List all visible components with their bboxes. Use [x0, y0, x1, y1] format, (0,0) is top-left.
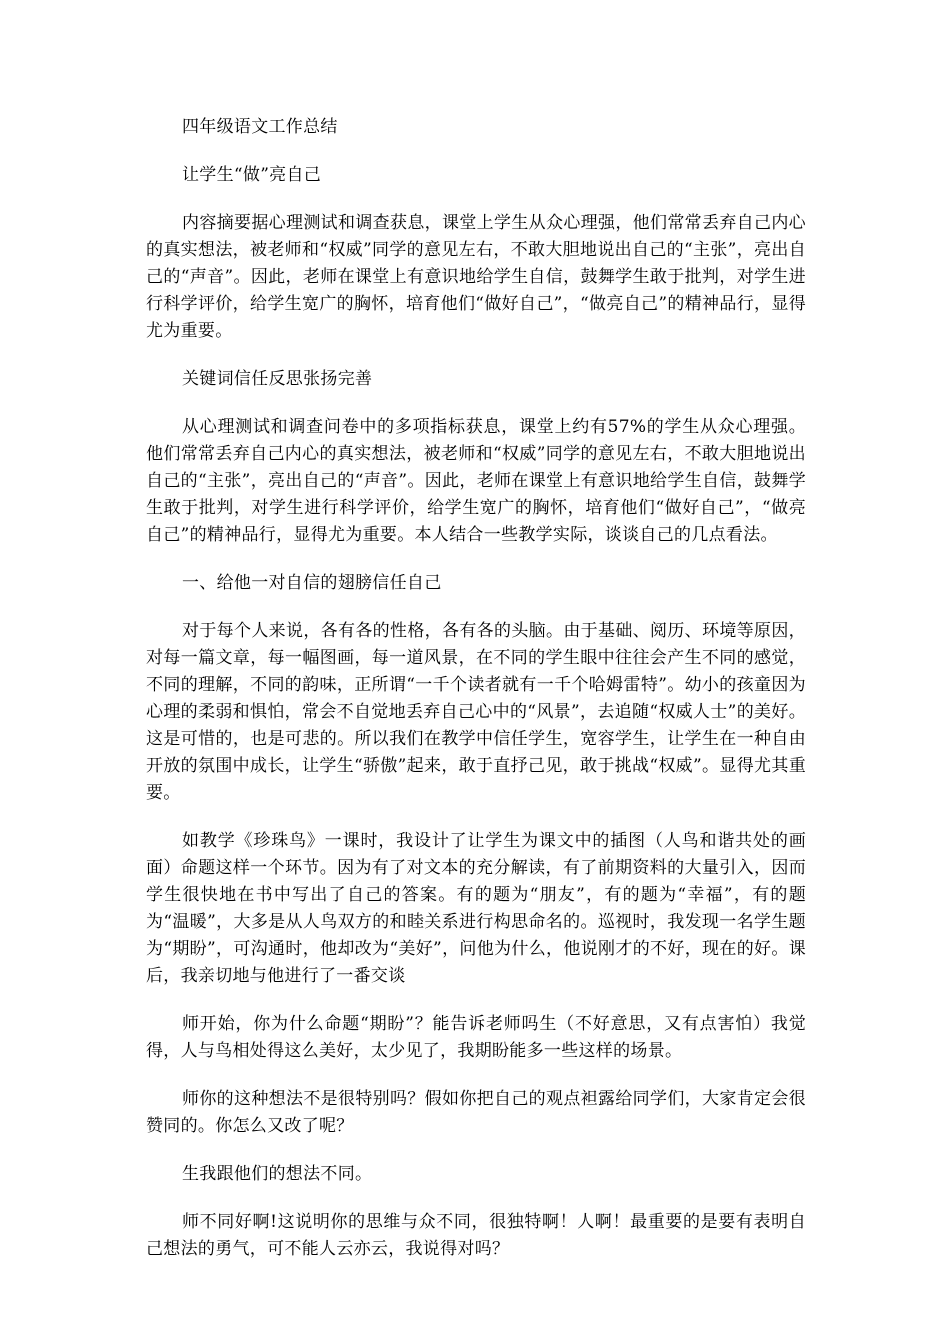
dialogue-paragraph: 师不同好啊!这说明你的思维与众不同，很独特啊！人啊！最重要的是要有表明自己想法的勇气，可不能人云亦云，我说得对吗？	[146, 1212, 806, 1259]
section-heading: 一、给他一对自信的翅膀信任自己	[182, 573, 442, 593]
body-paragraph: 对于每个人来说，各有各的性格，各有各的头脑。由于基础、阅历、环境等原因，对每一篇文章，每一幅图画，每一道风景，在不同的学生眼中往往会产生不同的感觉，不同的理解，不同的韵味，正所谓“一千个读者就有一千个哈姆雷特”。幼小的孩童因为心理的柔弱和惧怕，常会不自觉地丢弃自己心中的“风景”，去追随“权威人士”的美好。这是可惜的，也是可悲的。所以我们在教学中信任学生，宽容学生，让学生在一种自由开放的氛围中成长，让学生“骄傲”起来，敢于直抒己见，敢于挑战“权威”。显得尤其重要。	[146, 621, 806, 803]
keywords-line: 关键词信任反思张扬完善	[182, 369, 373, 389]
intro-paragraph: 从心理测试和调查问卷中的多项指标获息，课堂上约有57%的学生从众心理强。他们常常丢弃自己内心的真实想法，被老师和“权威”同学的意见左右，不敢大胆地说出自己的“主张”，亮出自己的“声音”。因此，老师在课堂上有意识地给学生自信，鼓舞学生敢于批判，对学生进行科学评价，给学生宽广的胸怀，培育他们“做好自己”，“做亮自己”的精神品行，显得尤为重要。本人结合一些教学实际，谈谈自己的几点看法。	[146, 417, 806, 545]
abstract-paragraph: 内容摘要据心理测试和调查获息，课堂上学生从众心理强，他们常常丢弃自己内心的真实想法，被老师和“权威”同学的意见左右，不敢大胆地说出自己的“主张”，亮出自己的“声音”。因此，老师在课堂上有意识地给学生自信，鼓舞学生敢于批判，对学生进行科学评价，给学生宽广的胸怀，培育他们“做好自己”，“做亮自己”的精神品行，显得尤为重要。	[146, 213, 806, 341]
body-paragraph: 如教学《珍珠鸟》一课时，我设计了让学生为课文中的插图（人鸟和谐共处的画面）命题这样一个环节。因为有了对文本的充分解读，有了前期资料的大量引入，因而学生很快地在书中写出了自己的答案。有的题为“朋友”，有的题为“幸福”，有的题为“温暖”，大多是从人鸟双方的和睦关系进行构思命名的。巡视时，我发现一名学生题为“期盼”，可沟通时，他却改为“美好”，问他为什么，他说刚才的不好，现在的好。课后，我亲切地与他进行了一番交谈	[146, 831, 806, 986]
document-title: 四年级语文工作总结	[182, 117, 338, 137]
dialogue-paragraph: 师你的这种想法不是很特别吗？假如你把自己的观点袒露给同学们，大家肯定会很赞同的。你怎么又改了呢？	[146, 1089, 806, 1136]
dialogue-paragraph: 师开始，你为什么命题“期盼”？能告诉老师吗生（不好意思，又有点害怕）我觉得，人与鸟相处得这么美好，太少见了，我期盼能多一些这样的场景。	[146, 1014, 806, 1061]
document-page	[146, 114, 806, 1263]
document-subtitle: 让学生“做”亮自己	[182, 165, 322, 185]
dialogue-paragraph: 生我跟他们的想法不同。	[182, 1164, 373, 1184]
